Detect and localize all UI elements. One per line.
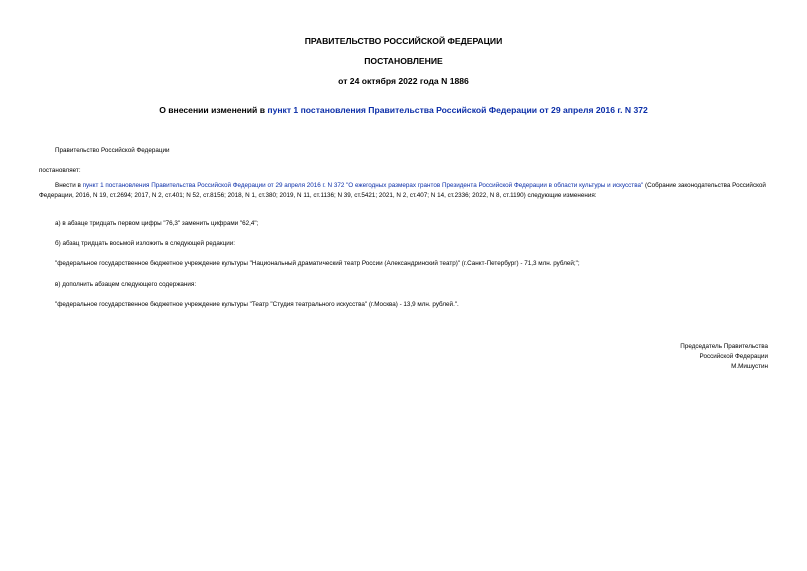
issuer-text: Правительство Российской Федерации xyxy=(55,147,170,154)
intro-paragraph xyxy=(39,181,769,202)
title-link[interactable]: пункт 1 постановления Правительства Российской Федерации от 29 апреля 2016 г. N 372 xyxy=(267,105,648,115)
signature-name: М.Мишустин xyxy=(731,363,768,370)
title-prefix: О внесении изменений в xyxy=(159,105,268,115)
item-b-text: б) абзац тридцать восьмой изложить в следующей редакции: xyxy=(55,240,235,247)
document-type-heading: ПОСТАНОВЛЕНИЕ xyxy=(364,56,443,66)
signature-position-line1: Председатель Правительства xyxy=(680,343,768,350)
item-b-quote: "федеральное государственное бюджетное учреждение культуры "Национальный драматический театр России (Александринский театр)" (г.Санкт-Петербург) - 71,3 млн. рублей;"; xyxy=(55,260,580,267)
item-a-text: а) в абзаце тридцать первом цифры "76,3" заменить цифрами "62,4"; xyxy=(55,220,259,227)
resolves-text: постановляет: xyxy=(39,167,81,174)
document-title xyxy=(0,105,807,115)
date-number-heading: от 24 октября 2022 года N 1886 xyxy=(338,76,469,86)
government-heading: ПРАВИТЕЛЬСТВО РОССИЙСКОЙ ФЕДЕРАЦИИ xyxy=(304,36,503,46)
intro-suffix: (Собрание законодательства Российской Федерации, 2016, N 19, ст.2694; 2017, N 2, ст.401; N 52, ст.8156; 2018, N 1, ст.380; 2019, N 11, ст.1136; N 39, ст.5421; 2021, N 2, ст.407; N 14, ст.2336; 2022, N 8, ст.1190) следующие изменения: xyxy=(39,182,766,200)
item-c-text: в) дополнить абзацем следующего содержания: xyxy=(55,281,197,288)
intro-link[interactable]: пункт 1 постановления Правительства Российской Федерации от 29 апреля 2016 г. N 372 "О ежегодных размерах грантов Президента Российской Федерации в области культуры и искусства" xyxy=(82,182,644,189)
signature-position-line2: Российской Федерации xyxy=(699,353,768,360)
intro-prefix: Внести в xyxy=(55,182,83,189)
item-c-quote: "федеральное государственное бюджетное учреждение культуры "Театр "Студия театрального искусства" (г.Москва) - 13,9 млн. рублей.". xyxy=(55,301,459,308)
